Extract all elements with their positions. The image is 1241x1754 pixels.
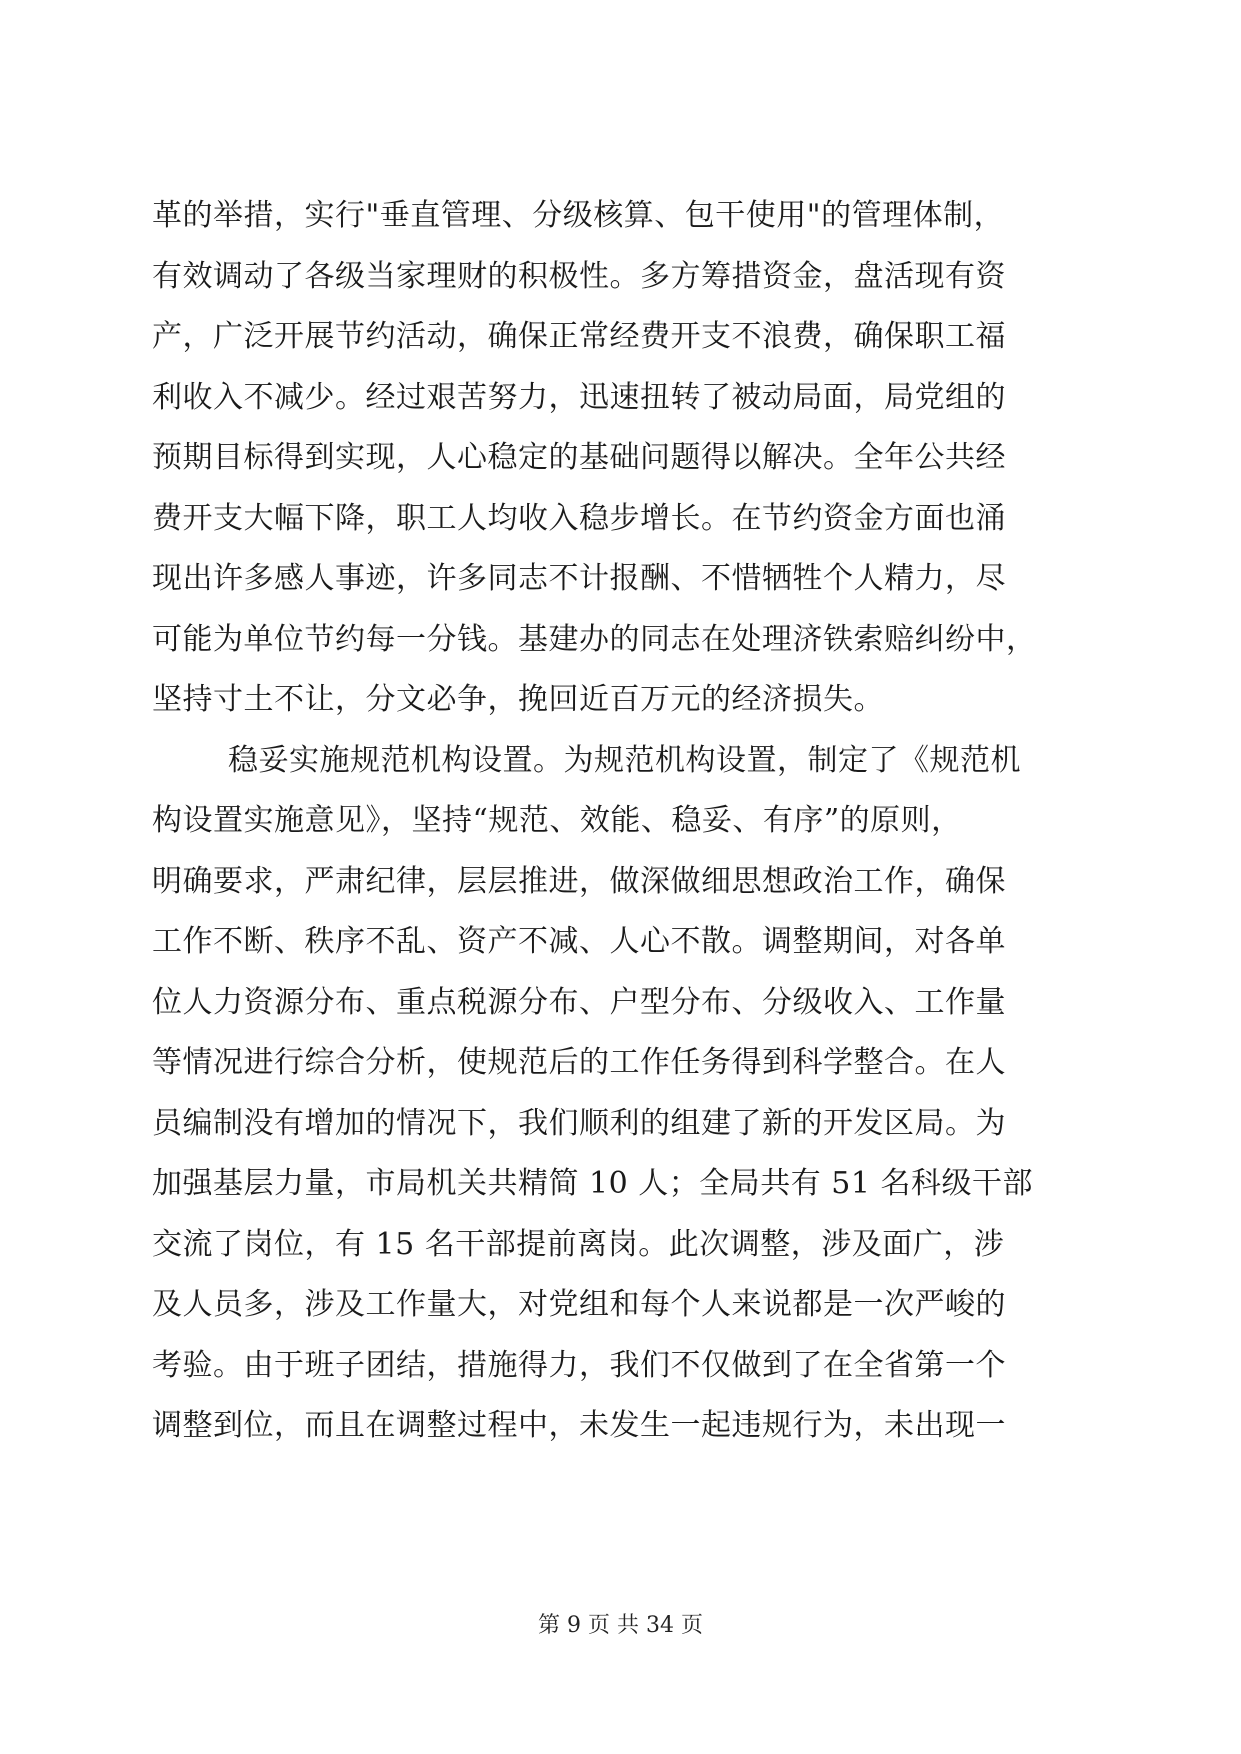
text-line: 位人力资源分布、重点税源分布、户型分布、分级收入、工作量: [152, 984, 1006, 1020]
document-body: [152, 186, 1092, 1457]
text-line: 现出许多感人事迹，许多同志不计报酬、不惜牺牲个人精力，尽: [152, 561, 1006, 596]
text-line: 利收入不减少。经过艰苦努力，迅速扭转了被动局面，局党组的: [152, 379, 1006, 415]
text-line: 考验。由于班子团结，措施得力，我们不仅做到了在全省第一个: [152, 1347, 1006, 1383]
text-line: 构设置实施意见》，坚持“规范、效能、稳妥、有序”的原则，: [152, 803, 962, 838]
text-line: 可能为单位节约每一分钱。基建办的同志在处理济铁索赔纠纷中，: [152, 621, 1037, 657]
text-line: 革的举措，实行"垂直管理、分级核算、包干使用"的管理体制，: [152, 198, 1005, 233]
text-line: 工作不断、秩序不乱、资产不减、人心不散。调整期间，对各单: [152, 924, 1006, 959]
text-line: 预期目标得到实现，人心稳定的基础问题得以解决。全年公共经: [152, 440, 1006, 475]
text-line: 费开支大幅下降，职工人均收入稳步增长。在节约资金方面也涌: [152, 500, 1006, 536]
text-line: 产，广泛开展节约活动，确保正常经费开支不浪费，确保职工福: [152, 319, 1006, 354]
text-line: 交流了岗位，有 15 名干部提前离岗。此次调整，涉及面广，涉: [152, 1226, 1005, 1262]
text-line: 加强基层力量，市局机关共精简 10 人；全局共有 51 名科级干部: [152, 1166, 1033, 1201]
text-line: 等情况进行综合分析，使规范后的工作任务得到科学整合。在人: [152, 1045, 1006, 1080]
text-line: 有效调动了各级当家理财的积极性。多方筹措资金，盘活现有资: [152, 258, 1006, 294]
text-line: 明确要求，严肃纪律，层层推进，做深做细思想政治工作，确保: [152, 863, 1006, 899]
paragraph-start-line: 稳妥实施规范机构设置。为规范机构设置，制定了《规范机: [228, 742, 1021, 778]
text-line: 及人员多，涉及工作量大，对党组和每个人来说都是一次严峻的: [152, 1287, 1006, 1322]
text-line: 员编制没有增加的情况下，我们顺利的组建了新的开发区局。为: [152, 1105, 1006, 1141]
page-number-footer: 第 9 页 共 34 页: [538, 1613, 703, 1638]
text-line: 坚持寸土不让，分文必争，挽回近百万元的经济损失。: [152, 682, 884, 717]
text-line: 调整到位，而且在调整过程中，未发生一起违规行为，未出现一: [152, 1408, 1006, 1443]
